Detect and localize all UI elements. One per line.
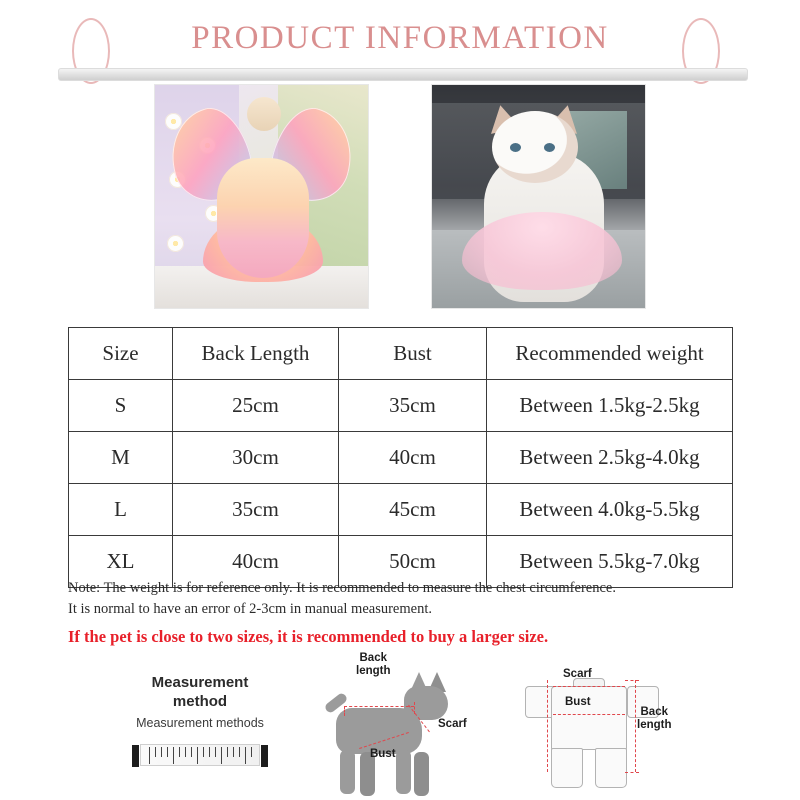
cell-bust-xl: 50cm	[339, 536, 487, 588]
note-line-2: It is normal to have an error of 2-3cm in manual measurement.	[68, 601, 432, 618]
label-back-length	[637, 706, 672, 732]
scarf-measure-line	[553, 686, 625, 687]
dog-leg	[396, 750, 411, 794]
measurement-diagrams	[0, 652, 800, 800]
column-header-recommended-weight: Recommended weight	[487, 328, 733, 380]
column-header-size: Size	[69, 328, 173, 380]
diagram-measurement-method	[110, 660, 290, 766]
size-chart	[68, 327, 732, 588]
diagram-garment-measurements	[505, 660, 690, 800]
tape-cap-left	[132, 745, 139, 767]
page-title: PRODUCT INFORMATION	[191, 20, 609, 56]
cell-bust-m: 40cm	[339, 432, 487, 484]
garment-leg-right	[595, 748, 627, 788]
label-back-length-line1: Back	[640, 706, 668, 718]
cell-back-length-s: 25cm	[173, 380, 339, 432]
cell-bust-s: 35cm	[339, 380, 487, 432]
back-length-tick-bottom	[625, 772, 639, 773]
measurement-method-title	[110, 674, 290, 712]
cat-eye-right	[544, 143, 555, 152]
cat-eye-left	[510, 143, 521, 152]
back-length-tick-start	[344, 706, 345, 716]
label-back-length-line2: length	[356, 665, 391, 678]
mannequin-head	[247, 97, 281, 131]
cell-size-xl: XL	[69, 536, 173, 588]
measurement-method-title-line2: method	[172, 692, 228, 710]
label-back-length	[356, 652, 391, 678]
cell-weight-s: Between 1.5kg-2.5kg	[487, 380, 733, 432]
dog-leg	[340, 750, 355, 794]
dress-bodice	[217, 158, 309, 278]
column-header-bust: Bust	[339, 328, 487, 380]
label-bust: Bust	[565, 696, 591, 708]
product-photo-gallery	[0, 84, 800, 309]
column-header-back-length: Back Length	[173, 328, 339, 380]
product-photo-cat	[431, 84, 646, 309]
cell-size-m: M	[69, 432, 173, 484]
dog-silhouette-icon	[318, 668, 458, 798]
hanger-bar-divider	[58, 68, 748, 81]
label-back-length-line2: length	[637, 719, 672, 732]
label-scarf: Scarf	[563, 668, 592, 680]
garment-leg-left	[551, 748, 583, 788]
label-bust: Bust	[370, 748, 396, 760]
note-line-1: Note: The weight is for reference only. It is recommended to measure the chest circumference.	[68, 580, 616, 596]
cell-size-l: L	[69, 484, 173, 536]
measurement-method-subtitle: Measurement methods	[136, 715, 264, 730]
cell-back-length-m: 30cm	[173, 432, 339, 484]
back-length-measure-line	[635, 680, 636, 772]
measurement-method-title-line1: Measurement	[151, 674, 249, 691]
dog-head	[404, 686, 448, 720]
size-notes	[68, 578, 740, 620]
tape-cap-right	[261, 745, 268, 767]
cell-weight-m: Between 2.5kg-4.0kg	[487, 432, 733, 484]
back-length-measure-line	[344, 706, 414, 707]
cell-size-s: S	[69, 380, 173, 432]
cell-weight-l: Between 4.0kg-5.5kg	[487, 484, 733, 536]
label-back-length-line1: Back	[359, 652, 387, 664]
decor-flower-icon	[167, 235, 184, 252]
table-row	[69, 432, 733, 484]
label-scarf: Scarf	[438, 718, 467, 730]
product-photo-dress	[154, 84, 369, 309]
cell-back-length-xl: 40cm	[173, 536, 339, 588]
back-length-tick-top	[625, 680, 639, 681]
size-table	[68, 327, 733, 588]
dog-leg	[414, 752, 429, 796]
note-warning: If the pet is close to two sizes, it is recommended to buy a larger size.	[68, 627, 549, 646]
garment-left-guide	[547, 680, 548, 772]
table-row	[69, 484, 733, 536]
cell-weight-xl: Between 5.5kg-7.0kg	[487, 536, 733, 588]
cat-face	[492, 111, 578, 183]
table-row	[69, 380, 733, 432]
table-header-row	[69, 328, 733, 380]
header	[0, 0, 800, 92]
cell-bust-l: 45cm	[339, 484, 487, 536]
tape-measure-icon	[140, 744, 260, 766]
bust-measure-line	[553, 714, 625, 715]
diagram-dog-measurements	[310, 652, 480, 800]
cell-back-length-l: 35cm	[173, 484, 339, 536]
